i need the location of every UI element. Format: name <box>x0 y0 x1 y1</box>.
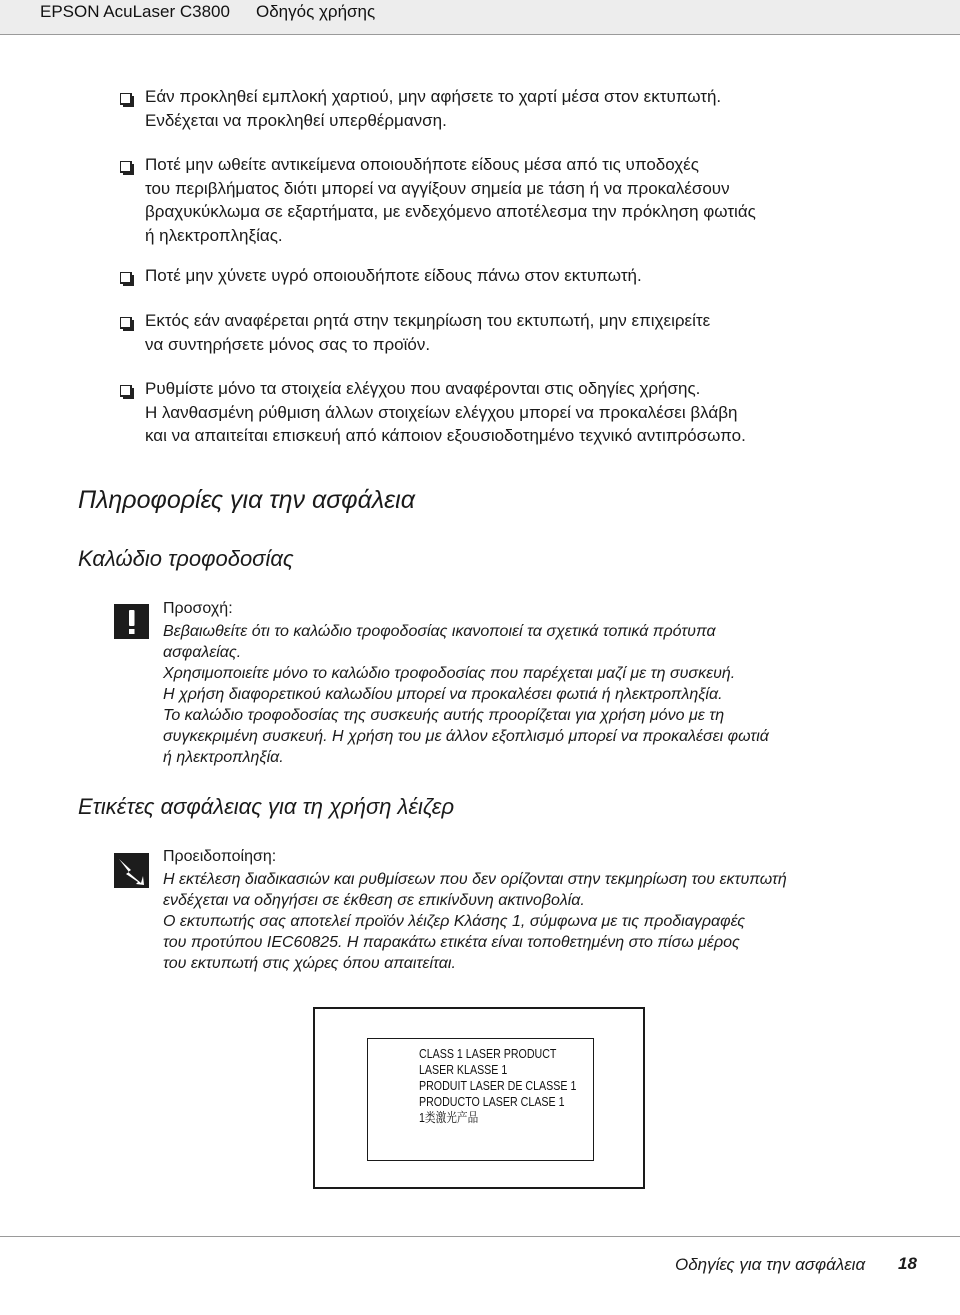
bullet-text: Εάν προκληθεί εμπλοκή χαρτιού, μην αφήσετε το χαρτί μέσα στον εκτυπωτή. Ενδέχεται να προκληθεί υπερθέρμανση. <box>145 87 722 130</box>
warning-title: Προειδοποίηση: <box>163 848 277 865</box>
warning-text <box>163 869 893 974</box>
bullet-icon <box>120 93 134 107</box>
caution-paragraph: Το καλώδιο τροφοδοσίας της συσκευής αυτής προορίζεται για χρήση μόνο με τη συγκεκριμένη συσκευή. Η χρήση του με άλλον εξοπλισμό μπορεί να προκαλέσει φωτιά ή ηλεκτροπληξία. <box>163 707 769 766</box>
label-line: PRODUCTO LASER CLASE 1 <box>419 1094 565 1109</box>
laser-label-inner <box>367 1038 594 1161</box>
bullet-text: Εκτός εάν αναφέρεται ρητά στην τεκμηρίωση του εκτυπωτή, μην επιχειρείτε να συντηρήσετε μόνος σας το προϊόν. <box>145 311 711 354</box>
bullet-text: Ποτέ μην χύνετε υγρό οποιουδήποτε είδους πάνω στον εκτυπωτή. <box>145 266 642 285</box>
bullet-icon <box>120 385 134 399</box>
page-header <box>0 0 960 35</box>
caution-exclamation-icon <box>114 604 149 639</box>
bullet-icon <box>120 317 134 331</box>
page-number: 18 <box>898 1254 917 1273</box>
label-line: CLASS 1 LASER PRODUCT <box>419 1046 557 1061</box>
footer-title: Οδηγίες για την ασφάλεια <box>675 1255 866 1274</box>
caution-paragraph: Βεβαιωθείτε ότι το καλώδιο τροφοδοσίας ικανοποιεί τα σχετικά τοπικά πρότυπα ασφαλείας. <box>163 623 716 661</box>
bullet-text: Ρυθμίστε μόνο τα στοιχεία ελέγχου που αναφέρονται στις οδηγίες χρήσης. Η λανθασμένη ρύθμιση άλλων στοιχείων ελέγχου μπορεί να προκαλέσει βλάβη και να απαιτείται επισκευή από κάποιον εξουσιοδοτημένο τεχνικό αντιπρόσωπο. <box>145 379 746 445</box>
label-line: LASER KLASSE 1 <box>419 1062 508 1077</box>
footer-divider <box>0 1236 960 1237</box>
bullet-icon <box>120 161 134 175</box>
power-cord-heading: Καλώδιο τροφοδοσίας <box>78 546 294 571</box>
warning-paragraph: Ο εκτυπωτής σας αποτελεί προϊόν λέιζερ Κλάσης 1, σύμφωνα με τις προδιαγραφές του προτύπου IEC60825. Η παρακάτω ετικέτα είναι τοποθετημένη στο πίσω μέρος του εκτυπωτή στις χώρες όπου απαιτείται. <box>163 913 745 972</box>
laser-labels-heading: Ετικέτες ασφάλειας για τη χρήση λέιζερ <box>78 794 455 819</box>
bullet-icon <box>120 272 134 286</box>
caution-text <box>163 621 893 768</box>
warning-paragraph: Η εκτέλεση διαδικασιών και ρυθμίσεων που δεν ορίζονται στην τεκμηρίωση του εκτυπωτή ενδέχεται να οδηγήσει σε έκθεση σε επικίνδυνη ακτινοβολία. <box>163 871 787 909</box>
laser-product-label <box>313 1007 645 1189</box>
caution-paragraph: Χρησιμοποιείτε μόνο το καλώδιο τροφοδοσίας που παρέχεται μαζί με τη συσκευή. Η χρήση διαφορετικού καλωδίου μπορεί να προκαλέσει φωτιά ή ηλεκτροπληξία. <box>163 665 736 703</box>
product-name: EPSON AcuLaser C3800 <box>40 2 230 21</box>
warning-lightning-icon <box>114 853 149 888</box>
label-line: 1类激光产品 <box>419 1110 479 1125</box>
label-line: PRODUIT LASER DE CLASSE 1 <box>419 1078 577 1093</box>
caution-title: Προσοχή: <box>163 600 233 617</box>
bullet-text: Ποτέ μην ωθείτε αντικείμενα οποιουδήποτε είδους μέσα από τις υποδοχές του περιβλήματος διότι μπορεί να αγγίξουν σημεία με τάση ή να προκαλέσουν βραχυκύκλωμα σε εξαρτήματα, με ενδεχόμενο αποτέλεσμα την πρόκληση φωτιάς ή ηλεκτροπληξίας. <box>145 155 756 245</box>
document-title: Οδηγός χρήσης <box>256 2 376 21</box>
section-title: Πληροφορίες για την ασφάλεια <box>78 486 415 514</box>
